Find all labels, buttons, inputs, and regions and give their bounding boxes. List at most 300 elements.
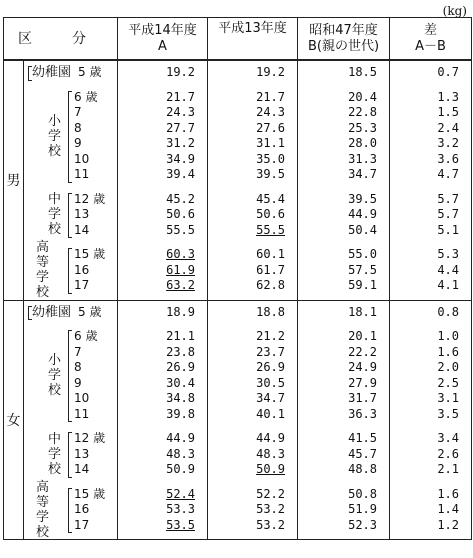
value-text: 2.4 <box>437 120 459 135</box>
value-text: 39.5 <box>348 191 377 206</box>
grade-group <box>24 90 117 183</box>
value-text: 24.3 <box>166 105 195 119</box>
value-b <box>208 518 297 534</box>
value-text: 41.5 <box>348 431 377 445</box>
value-text: 34.8 <box>166 391 195 405</box>
grade-group <box>24 479 117 540</box>
values-col-c <box>298 300 390 540</box>
value-c <box>298 90 389 106</box>
grade-group <box>24 305 117 321</box>
group-vertical-label <box>48 431 61 478</box>
value-d <box>390 136 471 152</box>
value-text: 39.8 <box>166 406 195 421</box>
value-d <box>390 487 471 503</box>
age-label: 8 <box>74 360 82 374</box>
value-text: 1.2 <box>437 517 459 532</box>
value-d <box>390 407 471 423</box>
value-a <box>118 278 207 294</box>
value-text: 4.4 <box>437 262 459 277</box>
value-d <box>390 447 471 463</box>
value-b <box>208 376 297 392</box>
value-a <box>118 305 207 321</box>
value-text: 1.3 <box>437 89 459 104</box>
group-vertical-label <box>36 240 50 301</box>
value-a <box>118 65 207 81</box>
value-text: 52.4 <box>166 486 195 501</box>
value-c <box>298 407 389 423</box>
header-col-d-line1: 差 <box>423 22 437 38</box>
value-text: 3.4 <box>437 431 459 445</box>
value-b <box>208 207 297 223</box>
age-label: 11 <box>74 406 90 421</box>
value-a <box>118 407 207 423</box>
header-col-b <box>208 18 298 61</box>
value-text: 52.2 <box>256 486 285 501</box>
value-text: 53.2 <box>256 502 285 516</box>
value-text: 53.3 <box>166 502 195 516</box>
value-text: 50.4 <box>348 222 377 237</box>
value-a <box>118 207 207 223</box>
value-text: 5.1 <box>437 222 459 237</box>
value-text: 23.7 <box>256 344 285 359</box>
value-text: 18.8 <box>256 304 285 319</box>
value-c <box>298 360 389 376</box>
vertical-char: 校 <box>36 285 50 301</box>
value-text: 39.4 <box>166 167 195 181</box>
value-a <box>118 518 207 534</box>
value-a <box>118 345 207 361</box>
value-text: 44.9 <box>166 431 195 445</box>
header-col-a-line2: A <box>158 38 167 54</box>
value-c <box>298 263 389 279</box>
header-category-left: 区 <box>18 30 32 47</box>
value-text: 4.1 <box>437 278 459 292</box>
value-text: 5.3 <box>437 247 459 261</box>
value-text: 48.3 <box>256 446 285 461</box>
group-bracket <box>68 248 72 294</box>
value-c <box>298 329 389 345</box>
value-c <box>298 345 389 361</box>
value-d <box>390 105 471 121</box>
value-c <box>298 152 389 168</box>
value-d <box>390 263 471 279</box>
value-b <box>208 263 297 279</box>
value-text: 31.2 <box>166 136 195 150</box>
value-text: 0.8 <box>437 304 459 319</box>
value-c <box>298 105 389 121</box>
age-label: 10 <box>74 391 90 405</box>
value-text: 50.8 <box>348 486 377 501</box>
value-d <box>390 502 471 518</box>
value-c <box>298 447 389 463</box>
value-d <box>390 90 471 106</box>
value-text: 40.1 <box>256 406 285 421</box>
value-b <box>208 407 297 423</box>
age-label: 8 <box>74 120 82 135</box>
age-label: 16 <box>74 502 90 516</box>
vertical-char: 校 <box>36 524 50 540</box>
vertical-char: 小 <box>48 353 62 368</box>
value-text: 34.9 <box>166 151 195 166</box>
value-b <box>208 65 297 81</box>
value-c <box>298 167 389 183</box>
age-label: 14 <box>74 222 90 237</box>
group-vertical-label <box>48 192 61 239</box>
value-text: 24.3 <box>256 105 285 119</box>
value-text: 18.1 <box>348 304 377 319</box>
age-label: 7 <box>74 344 82 359</box>
header-col-c-line1: 昭和47年度 <box>309 22 378 38</box>
vertical-char: 小 <box>48 113 62 129</box>
grade-labels <box>24 60 118 300</box>
value-d <box>390 431 471 447</box>
value-text: 50.6 <box>166 207 195 221</box>
value-b <box>208 247 297 263</box>
values-col-b <box>208 300 298 540</box>
vertical-char: 学 <box>48 368 62 383</box>
value-text: 5.7 <box>437 191 459 206</box>
value-c <box>298 121 389 137</box>
value-a <box>118 391 207 407</box>
value-d <box>390 65 471 81</box>
value-d <box>390 329 471 345</box>
vertical-char: 学 <box>36 270 50 286</box>
value-b <box>208 278 297 294</box>
value-text: 31.1 <box>256 136 285 150</box>
value-b <box>208 462 297 478</box>
vertical-char: 学 <box>48 446 62 462</box>
value-text: 61.7 <box>256 262 285 277</box>
value-text: 5.7 <box>437 207 459 221</box>
vertical-char: 中 <box>48 431 62 447</box>
value-text: 1.4 <box>437 502 459 516</box>
value-b <box>208 192 297 208</box>
header-col-a-line1: 平成14年度 <box>128 22 197 38</box>
value-text: 23.8 <box>166 344 195 359</box>
vertical-char: 高 <box>36 479 50 495</box>
value-text: 19.2 <box>166 65 195 79</box>
value-text: 22.8 <box>348 105 377 119</box>
value-a <box>118 136 207 152</box>
value-a <box>118 360 207 376</box>
value-text: 57.5 <box>348 262 377 277</box>
value-text: 2.5 <box>437 375 459 390</box>
value-text: 2.0 <box>437 360 459 374</box>
value-c <box>298 278 389 294</box>
age-label: 14 <box>74 462 90 476</box>
value-b <box>208 329 297 345</box>
value-text: 21.2 <box>256 329 285 343</box>
value-text: 53.5 <box>166 517 195 532</box>
value-d <box>390 391 471 407</box>
values-col-c <box>298 60 390 300</box>
header-row <box>4 18 472 61</box>
value-a <box>118 192 207 208</box>
value-text: 1.6 <box>437 486 459 501</box>
value-a <box>118 152 207 168</box>
group-bracket <box>68 91 72 183</box>
value-text: 26.9 <box>166 360 195 374</box>
value-a <box>118 376 207 392</box>
value-a <box>118 487 207 503</box>
value-c <box>298 487 389 503</box>
value-b <box>208 90 297 106</box>
value-b <box>208 487 297 503</box>
value-b <box>208 121 297 137</box>
value-text: 19.2 <box>256 65 285 79</box>
grade-group <box>24 240 117 301</box>
value-c <box>298 502 389 518</box>
value-text: 21.7 <box>166 89 195 104</box>
value-b <box>208 345 297 361</box>
group-bracket <box>68 432 72 478</box>
value-c <box>298 65 389 81</box>
value-b <box>208 167 297 183</box>
value-text: 28.0 <box>348 136 377 150</box>
value-text: 27.9 <box>348 375 377 390</box>
header-category-right: 分 <box>72 30 86 47</box>
header-col-c <box>298 18 390 61</box>
value-text: 50.9 <box>256 462 285 476</box>
value-d <box>390 192 471 208</box>
value-c <box>298 136 389 152</box>
value-c <box>298 207 389 223</box>
value-text: 3.2 <box>437 136 459 150</box>
vertical-char: 学 <box>48 128 62 144</box>
value-b <box>208 502 297 518</box>
value-a <box>118 247 207 263</box>
value-text: 45.2 <box>166 191 195 206</box>
header-col-b-line1: 平成13年度 <box>218 21 287 36</box>
value-c <box>298 305 389 321</box>
value-text: 52.3 <box>348 517 377 532</box>
age-label: 10 <box>74 151 90 166</box>
value-a <box>118 167 207 183</box>
value-text: 34.7 <box>256 391 285 405</box>
group-name: 幼稚園 <box>32 304 72 320</box>
value-text: 2.1 <box>437 462 459 476</box>
value-text: 62.8 <box>256 278 285 292</box>
value-text: 31.3 <box>348 151 377 166</box>
value-text: 50.9 <box>166 462 195 476</box>
value-d <box>390 462 471 478</box>
value-b <box>208 223 297 239</box>
age-label: 7 <box>74 105 82 119</box>
value-text: 30.4 <box>166 375 195 390</box>
unit-label: (kg) <box>442 4 467 18</box>
value-text: 45.7 <box>348 446 377 461</box>
value-b <box>208 431 297 447</box>
value-text: 36.3 <box>348 406 377 421</box>
value-c <box>298 431 389 447</box>
value-d <box>390 167 471 183</box>
value-text: 55.5 <box>256 222 285 237</box>
value-c <box>298 223 389 239</box>
age-label: 16 <box>74 262 90 277</box>
value-a <box>118 431 207 447</box>
vertical-char: 中 <box>48 192 62 208</box>
group-bracket <box>68 193 72 239</box>
value-a <box>118 462 207 478</box>
value-c <box>298 376 389 392</box>
value-d <box>390 345 471 361</box>
value-text: 30.5 <box>256 375 285 390</box>
group-bracket <box>68 330 72 422</box>
value-b <box>208 391 297 407</box>
value-text: 44.9 <box>256 431 285 445</box>
age-label: 12 歳 <box>74 191 106 206</box>
value-d <box>390 247 471 263</box>
value-text: 24.9 <box>348 360 377 374</box>
grade-group <box>24 65 117 81</box>
grade-labels <box>24 300 118 540</box>
value-d <box>390 376 471 392</box>
age-label: 17 <box>74 517 90 532</box>
section-row <box>4 300 472 540</box>
value-text: 20.4 <box>348 89 377 104</box>
value-c <box>298 518 389 534</box>
value-b <box>208 360 297 376</box>
value-a <box>118 223 207 239</box>
value-text: 2.6 <box>437 446 459 461</box>
value-text: 60.1 <box>256 247 285 261</box>
value-text: 20.1 <box>348 329 377 343</box>
vertical-char: 高 <box>36 240 50 256</box>
vertical-char: 校 <box>48 222 62 238</box>
value-b <box>208 136 297 152</box>
value-text: 45.4 <box>256 191 285 206</box>
value-text: 48.3 <box>166 446 195 461</box>
header-col-d-line2: A－B <box>415 38 446 54</box>
vertical-char: 学 <box>48 207 62 223</box>
header-category <box>4 18 118 61</box>
value-text: 35.0 <box>256 151 285 166</box>
sex-label: 男 <box>4 60 24 300</box>
value-a <box>118 502 207 518</box>
value-b <box>208 305 297 321</box>
value-text: 60.3 <box>166 247 195 261</box>
grade-group <box>24 329 117 422</box>
value-text: 3.1 <box>437 391 459 405</box>
vertical-char: 等 <box>36 255 50 271</box>
group-vertical-label <box>48 90 61 183</box>
value-text: 48.8 <box>348 462 377 476</box>
value-text: 27.6 <box>256 120 285 135</box>
value-text: 61.9 <box>166 262 195 277</box>
vertical-char: 校 <box>48 383 62 398</box>
header-col-d <box>390 18 472 61</box>
age-label: 15 歳 <box>74 486 106 501</box>
age-label: 11 <box>74 167 90 181</box>
age-label: 6 歳 <box>74 89 98 104</box>
value-text: 25.3 <box>348 120 377 135</box>
value-text: 1.6 <box>437 344 459 359</box>
value-text: 0.7 <box>437 65 459 79</box>
value-text: 51.9 <box>348 502 377 516</box>
age-label: 17 <box>74 278 90 292</box>
header-col-a <box>118 18 208 61</box>
value-d <box>390 305 471 321</box>
age-label: 12 歳 <box>74 431 106 445</box>
age-label: 13 <box>74 446 90 461</box>
value-text: 26.9 <box>256 360 285 374</box>
value-text: 34.7 <box>348 167 377 181</box>
age-label: 13 <box>74 207 90 221</box>
value-text: 55.0 <box>348 247 377 261</box>
value-text: 18.5 <box>348 65 377 79</box>
section-row <box>4 60 472 300</box>
vertical-char: 校 <box>48 461 62 477</box>
value-a <box>118 105 207 121</box>
vertical-char: 校 <box>48 143 62 159</box>
group-vertical-label <box>48 329 61 422</box>
value-a <box>118 447 207 463</box>
value-text: 22.2 <box>348 344 377 359</box>
grade-group <box>24 431 117 478</box>
value-text: 3.6 <box>437 151 459 166</box>
value-text: 27.7 <box>166 120 195 135</box>
values-col-a <box>118 60 208 300</box>
group-bracket <box>28 306 32 321</box>
value-a <box>118 90 207 106</box>
value-d <box>390 278 471 294</box>
value-text: 1.5 <box>437 105 459 119</box>
value-a <box>118 263 207 279</box>
value-text: 1.0 <box>437 329 459 343</box>
value-b <box>208 447 297 463</box>
grade-group <box>24 192 117 239</box>
value-d <box>390 121 471 137</box>
vertical-char: 学 <box>36 509 50 525</box>
values-col-a <box>118 300 208 540</box>
value-d <box>390 152 471 168</box>
value-b <box>208 105 297 121</box>
value-a <box>118 121 207 137</box>
value-text: 53.2 <box>256 517 285 532</box>
value-c <box>298 391 389 407</box>
age-label: 5 歳 <box>78 65 102 79</box>
value-c <box>298 462 389 478</box>
value-d <box>390 223 471 239</box>
age-label: 9 <box>74 375 82 390</box>
value-text: 55.5 <box>166 222 195 237</box>
value-text: 39.5 <box>256 167 285 181</box>
value-text: 21.7 <box>256 89 285 104</box>
sex-label: 女 <box>4 300 24 540</box>
weight-table <box>3 17 472 540</box>
values-col-d <box>390 300 472 540</box>
value-b <box>208 152 297 168</box>
value-text: 21.1 <box>166 329 195 343</box>
age-label: 9 <box>74 136 82 150</box>
value-text: 59.1 <box>348 278 377 292</box>
group-bracket <box>28 66 32 81</box>
value-d <box>390 518 471 534</box>
value-text: 18.9 <box>166 304 195 319</box>
value-text: 3.5 <box>437 406 459 421</box>
value-a <box>118 329 207 345</box>
vertical-char: 等 <box>36 494 50 510</box>
value-text: 50.6 <box>256 207 285 221</box>
value-text: 31.7 <box>348 391 377 405</box>
value-text: 44.9 <box>348 207 377 221</box>
age-label: 5 歳 <box>78 304 102 319</box>
value-c <box>298 247 389 263</box>
header-col-c-line2: B(親の世代) <box>307 38 380 54</box>
values-col-d <box>390 60 472 300</box>
values-col-b <box>208 60 298 300</box>
group-bracket <box>68 488 72 534</box>
